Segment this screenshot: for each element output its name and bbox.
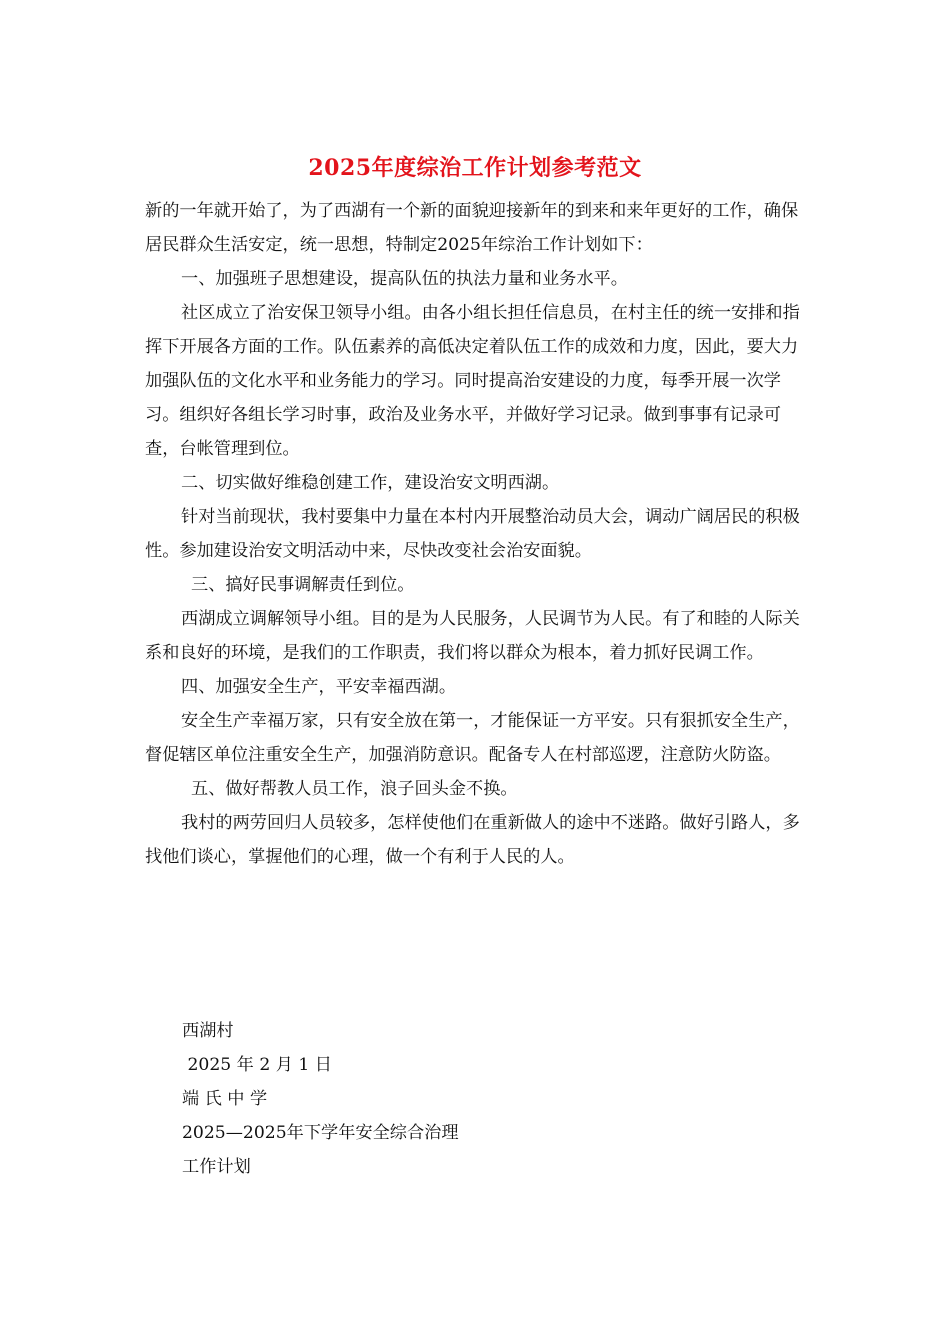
section-heading-3: 三、搞好民事调解责任到位。 — [191, 575, 415, 595]
document-body — [145, 194, 805, 874]
section-heading-5: 五、做好帮教人员工作，浪子回头金不换。 — [191, 779, 518, 799]
signoff-village: 西湖村 — [182, 1021, 234, 1041]
section-heading-4: 四、加强安全生产，平安幸福西湖。 — [181, 677, 457, 697]
signoff-plan-title: 2025—2025年下学年安全综合治理 — [182, 1123, 459, 1143]
document-title: 2025年度综治工作计划参考范文 — [308, 155, 642, 181]
section-heading-2: 二、切实做好维稳创建工作，建设治安文明西湖。 — [181, 473, 560, 493]
section-paragraph-1: 社区成立了治安保卫领导小组。由各小组长担任信息员，在村主任的统一安排和指挥下开展各方面的工作。队伍素养的高低决定着队伍工作的成效和力度，因此，要大力加强队伍的文化水平和业务能力的学习。同时提高治安建设的力度，每季开展一次学习。组织好各组长学习时事，政治及业务水平，并做好学习记录。做到事事有记录可查，台帐管理到位。 — [145, 303, 800, 459]
section-paragraph-5: 我村的两劳回归人员较多，怎样使他们在重新做人的途中不迷路。做好引路人，多找他们谈心，掌握他们的心理，做一个有利于人民的人。 — [145, 813, 800, 867]
signoff-date: 2025 年 2 月 1 日 — [182, 1055, 332, 1075]
document-signoff — [182, 1014, 782, 1184]
section-paragraph-2: 针对当前现状，我村要集中力量在本村内开展整治动员大会，调动广阔居民的积极性。参加建设治安文明活动中来，尽快改变社会治安面貌。 — [145, 507, 800, 561]
signoff-plan-subtitle: 工作计划 — [182, 1157, 251, 1177]
section-paragraph-4: 安全生产幸福万家，只有安全放在第一，才能保证一方平安。只有狠抓安全生产，督促辖区单位注重安全生产，加强消防意识。配备专人在村部巡逻，注意防火防盗。 — [145, 711, 800, 765]
signoff-school: 端 氏 中 学 — [182, 1089, 268, 1109]
section-heading-1: 一、加强班子思想建设，提高队伍的执法力量和业务水平。 — [181, 269, 628, 289]
section-paragraph-3: 西湖成立调解领导小组。目的是为人民服务，人民调节为人民。有了和睦的人际关系和良好的环境，是我们的工作职责，我们将以群众为根本，着力抓好民调工作。 — [145, 609, 800, 663]
intro-paragraph: 新的一年就开始了，为了西湖有一个新的面貌迎接新年的到来和来年更好的工作，确保居民群众生活安定，统一思想，特制定2025年综治工作计划如下： — [145, 201, 799, 255]
